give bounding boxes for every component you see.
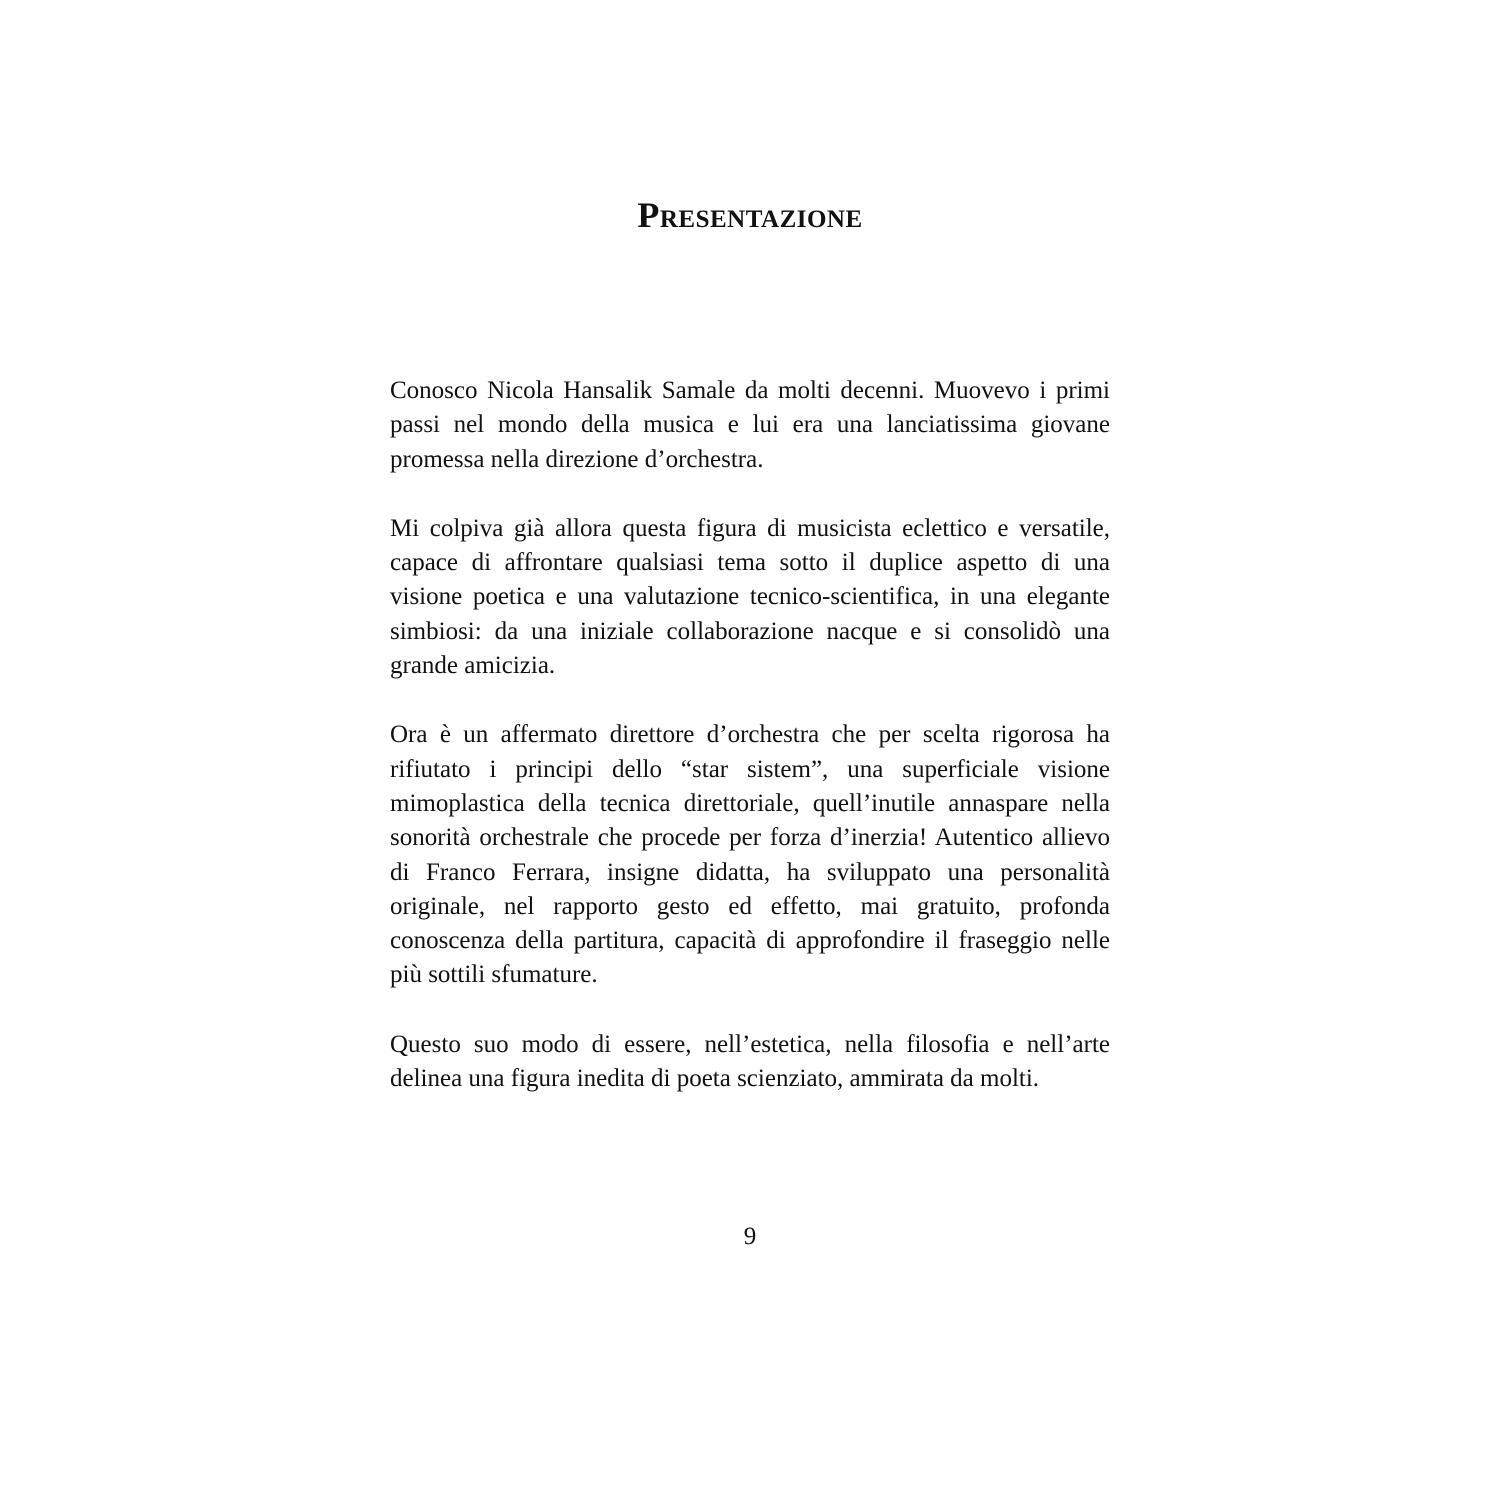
paragraph-4: Questo suo modo di essere, nell’estetica, nella filosofia e nell’arte delinea una figura inedita di poeta scienziato, ammirata da molti. [390,1030,1110,1093]
page-title: Presentazione [637,195,863,235]
paragraph-1: Conosco Nicola Hansalik Samale da molti decenni. Muovevo i primi passi nel mondo della musica e lui era una lanciatissima giovane promessa nella direzione d’orchestra. [390,377,1110,473]
body-text [390,374,1110,1131]
paragraph-3: Ora è un affermato direttore d’orchestra che per scelta rigorosa ha rifiutato i principi dello “star sistem”, una superficiale visione mimoplastica della tecnica direttoriale, quell’inutile annaspare nella sonorità orchestrale che procede per forza d’inerzia! Autentico allievo di Franco Ferrara, insigne didatta, ha sviluppato una personalità originale, nel rapporto gesto ed effetto, mai gratuito, profonda conoscenza della partitura, capacità di approfondire il fraseggio nelle più sottili sfumature. [390,721,1110,989]
paragraph-2: Mi colpiva già allora questa figura di musicista eclettico e versatile, capace di affrontare qualsiasi tema sotto il duplice aspetto di una visione poetica e una valutazione tecnico-scientifica, in una elegante simbiosi: da una iniziale collaborazione nacque e si consolidò una grande amicizia. [390,514,1110,680]
page-number: 9 [743,1223,757,1250]
